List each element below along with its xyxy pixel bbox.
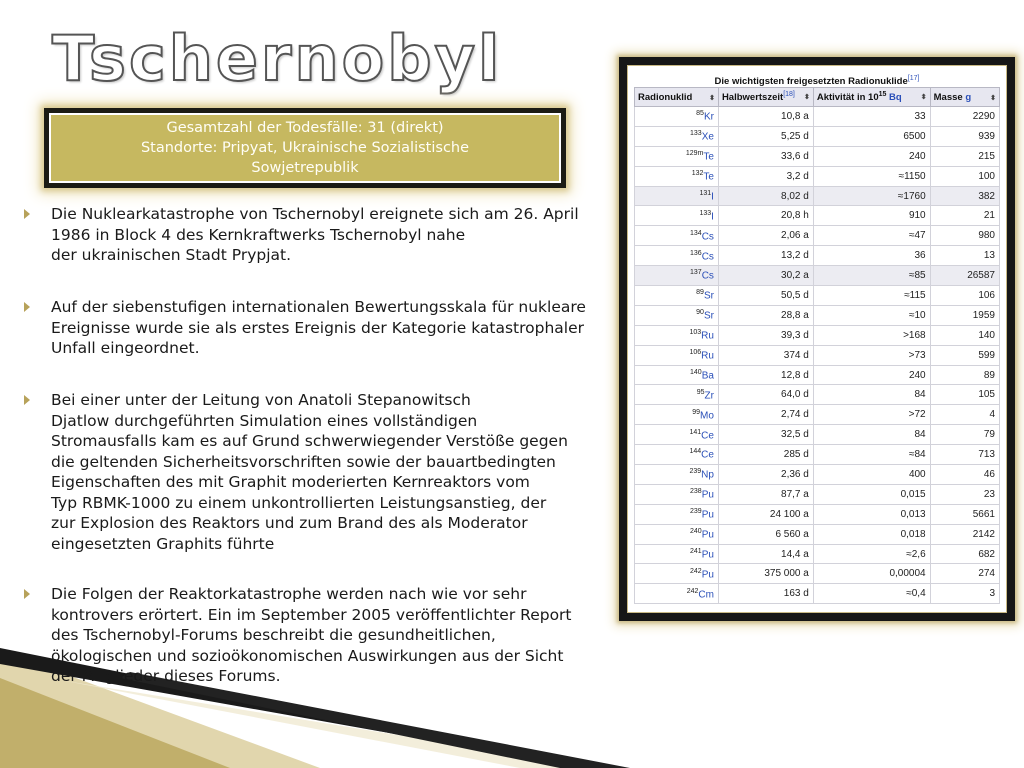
nuclide-cell[interactable]: $^{136}$Cs <box>635 246 719 266</box>
halflife-cell: 39,3 d <box>718 325 813 345</box>
nuclide-link[interactable]: Pu <box>701 529 714 541</box>
activity-cell: ≈2,6 <box>813 544 930 564</box>
nuclide-cell[interactable]: $^{240}$Pu <box>635 524 719 544</box>
nuclide-cell[interactable]: $^{239}$Np <box>635 465 719 485</box>
table-row <box>635 345 1000 365</box>
halflife-cell: 8,02 d <box>718 186 813 206</box>
mass-cell: 1959 <box>930 305 999 325</box>
table-row <box>635 166 1000 186</box>
bullet-item <box>24 390 624 554</box>
activity-cell: 0,018 <box>813 524 930 544</box>
halflife-cell: 3,2 d <box>718 166 813 186</box>
table-row <box>635 465 1000 485</box>
halflife-cell: 2,06 a <box>718 226 813 246</box>
mass-cell: 89 <box>930 365 999 385</box>
table-row <box>635 564 1000 584</box>
table-row <box>635 246 1000 266</box>
nuclide-cell[interactable]: $^{85}$Kr <box>635 107 719 127</box>
mass-cell: 939 <box>930 126 999 146</box>
slide-title: Tschernobyl <box>52 22 503 95</box>
nuclide-link[interactable]: Ba <box>701 370 714 382</box>
mass-cell: 2290 <box>930 107 999 127</box>
halflife-cell: 2,36 d <box>718 465 813 485</box>
bullet-text: Auf der siebenstufigen internationalen Bewertungsskala für nukleare Ereignisse wurde sie als erstes Ereignis der Kategorie katastrophaler Unfall eingeordnet. <box>51 298 586 357</box>
table-row <box>635 286 1000 306</box>
nuclide-link[interactable]: Sr <box>703 310 714 322</box>
halflife-cell: 5,25 d <box>718 126 813 146</box>
nuclide-link[interactable]: Cs <box>701 270 714 282</box>
mass-cell: 79 <box>930 425 999 445</box>
table-row <box>635 584 1000 604</box>
mass-cell: 21 <box>930 206 999 226</box>
nuclide-cell[interactable]: $^{133}$Xe <box>635 126 719 146</box>
bullet-text: Die Folgen der Reaktorkatastrophe werden nach wie vor sehr kontrovers erörtert. Ein im September 2005 veröffentlichter Report des Tschernobyl-Forums beschreibt die gesundheitlichen, ökologischen und sozioökonomischen Auswirkungen aus der Sicht der Mitglieder dieses Forums. <box>51 585 572 685</box>
mass-cell: 140 <box>930 325 999 345</box>
column-header-mass[interactable]: Masse g ⬍ <box>930 88 999 107</box>
table-row <box>635 226 1000 246</box>
bullet-arrow-icon <box>24 302 30 312</box>
activity-cell: ≈1150 <box>813 166 930 186</box>
nuclide-cell[interactable]: $^{137}$Cs <box>635 266 719 286</box>
infobox-locations: Standorte: Pripyat, Ukrainische Sozialistische <box>140 140 470 156</box>
nuclide-link[interactable]: Xe <box>701 131 714 143</box>
column-header-activity[interactable]: Aktivität in $10^{15}$ Bq ⬍ <box>813 88 930 107</box>
halflife-cell: 14,4 a <box>718 544 813 564</box>
nuclide-cell[interactable]: $^{89}$Sr <box>635 286 719 306</box>
table-row <box>635 365 1000 385</box>
table-row <box>635 126 1000 146</box>
bullet-text: Bei einer unter der Leitung von Anatoli Stepanowitsch Djatlow durchgeführten Simulation eines vollständigen Stromausfalls kam es auf Grund schwerwiegender Verstöße gegen die geltenden Sicherheitsvorschriften sowie der bauartbedingten Eigenschaften des mit Graphit moderierten Kernreaktors vom Typ RBMK-1000 zu einem unkontrollierten Leistungsanstieg, der zur Explosion des Reaktors und zum Brand des als Moderator eingesetzten Graphits führte <box>51 391 568 553</box>
activity-cell: ≈84 <box>813 445 930 465</box>
mass-cell: 106 <box>930 286 999 306</box>
halflife-cell: 12,8 d <box>718 365 813 385</box>
table-row <box>635 544 1000 564</box>
table-caption <box>634 70 1000 87</box>
nuclide-link[interactable]: I <box>711 191 714 203</box>
nuclide-cell[interactable]: $^{238}$Pu <box>635 484 719 504</box>
halflife-cell: 10,8 a <box>718 107 813 127</box>
mass-cell: 599 <box>930 345 999 365</box>
halflife-cell: 32,5 d <box>718 425 813 445</box>
activity-cell: 84 <box>813 385 930 405</box>
mass-cell: 4 <box>930 405 999 425</box>
mass-cell: 23 <box>930 484 999 504</box>
activity-cell: 0,015 <box>813 484 930 504</box>
nuclide-cell[interactable]: $^{239}$Pu <box>635 504 719 524</box>
radionuclide-table <box>634 87 1000 604</box>
nuclide-link[interactable]: Mo <box>700 409 714 421</box>
nuclide-cell[interactable]: $^{140}$Ba <box>635 365 719 385</box>
infobox-deaths: Gesamtzahl der Todesfälle: 31 (direkt) <box>166 120 444 136</box>
activity-cell: >72 <box>813 405 930 425</box>
activity-cell: >73 <box>813 345 930 365</box>
halflife-cell: 374 d <box>718 345 813 365</box>
nuclide-cell[interactable]: $^{242}$Pu <box>635 564 719 584</box>
nuclide-link[interactable]: Kr <box>703 111 714 123</box>
halflife-reference-link[interactable]: [18] <box>783 90 795 98</box>
nuclide-link[interactable]: Cs <box>701 250 714 262</box>
radionuclide-table-frame <box>619 57 1015 621</box>
activity-cell: 84 <box>813 425 930 445</box>
table-row <box>635 305 1000 325</box>
bullet-item <box>24 204 624 266</box>
infobox-content <box>49 113 561 183</box>
table-row <box>635 107 1000 127</box>
nuclide-cell[interactable]: $^{134}$Cs <box>635 226 719 246</box>
nuclide-link[interactable]: Pu <box>701 509 714 521</box>
halflife-cell: 24 100 a <box>718 504 813 524</box>
halflife-cell: 64,0 d <box>718 385 813 405</box>
infobox-locations-cont: Sowjetrepublik <box>251 160 359 176</box>
nuclide-cell[interactable]: $^{106}$Ru <box>635 345 719 365</box>
mass-cell: 26587 <box>930 266 999 286</box>
nuclide-link[interactable]: Cs <box>701 230 714 242</box>
activity-cell: 0,00004 <box>813 564 930 584</box>
mass-cell: 5661 <box>930 504 999 524</box>
activity-cell: 33 <box>813 107 930 127</box>
activity-cell: ≈47 <box>813 226 930 246</box>
bullet-item <box>24 584 624 687</box>
column-header-nuclide[interactable]: Radionuklid ⬍ <box>635 88 719 107</box>
nuclide-cell[interactable]: $^{90}$Sr <box>635 305 719 325</box>
nuclide-link[interactable]: Te <box>703 171 714 183</box>
bq-unit-link[interactable]: Bq <box>889 92 902 104</box>
halflife-cell: 285 d <box>718 445 813 465</box>
halflife-cell: 6 560 a <box>718 524 813 544</box>
nuclide-link[interactable]: Np <box>701 469 714 481</box>
mass-cell: 980 <box>930 226 999 246</box>
table-row <box>635 504 1000 524</box>
table-caption-text: Die wichtigsten freigesetzten Radionuklide <box>714 76 908 88</box>
table-row <box>635 524 1000 544</box>
nuclide-cell[interactable]: $^{99}$Mo <box>635 405 719 425</box>
table-row <box>635 146 1000 166</box>
mass-cell: 3 <box>930 584 999 604</box>
mass-cell: 215 <box>930 146 999 166</box>
bullet-arrow-icon <box>24 395 30 405</box>
halflife-cell: 13,2 d <box>718 246 813 266</box>
halflife-cell: 2,74 d <box>718 405 813 425</box>
gram-unit-link[interactable]: g <box>965 91 972 103</box>
halflife-cell: 30,2 a <box>718 266 813 286</box>
sort-icon[interactable]: ⬍ <box>709 94 715 102</box>
activity-cell: 910 <box>813 206 930 226</box>
sort-icon[interactable]: ⬍ <box>990 94 996 102</box>
activity-cell: 400 <box>813 465 930 485</box>
table-row <box>635 405 1000 425</box>
halflife-cell: 87,7 a <box>718 484 813 504</box>
nuclide-link[interactable]: I <box>711 211 714 223</box>
mass-cell: 382 <box>930 186 999 206</box>
activity-cell: ≈0,4 <box>813 584 930 604</box>
nuclide-link[interactable]: Pu <box>701 489 714 501</box>
radionuclide-table-container <box>627 65 1007 613</box>
table-row <box>635 266 1000 286</box>
bullet-arrow-icon <box>24 209 30 219</box>
nuclide-cell[interactable]: $^{144}$Ce <box>635 445 719 465</box>
table-row <box>635 385 1000 405</box>
nuclide-cell[interactable]: $^{103}$Ru <box>635 325 719 345</box>
table-row <box>635 484 1000 504</box>
halflife-cell: 163 d <box>718 584 813 604</box>
table-row <box>635 325 1000 345</box>
activity-cell: ≈115 <box>813 286 930 306</box>
mass-cell: 274 <box>930 564 999 584</box>
mass-cell: 682 <box>930 544 999 564</box>
nuclide-cell[interactable]: $^{133}$I <box>635 206 719 226</box>
activity-cell: 6500 <box>813 126 930 146</box>
halflife-cell: 50,5 d <box>718 286 813 306</box>
infobox <box>44 108 566 188</box>
activity-cell: 240 <box>813 365 930 385</box>
activity-cell: 240 <box>813 146 930 166</box>
table-header-row <box>635 88 1000 107</box>
mass-cell: 100 <box>930 166 999 186</box>
nuclide-link[interactable]: Ce <box>701 429 714 441</box>
table-body <box>635 107 1000 604</box>
halflife-cell: 28,8 a <box>718 305 813 325</box>
halflife-cell: 375 000 a <box>718 564 813 584</box>
nuclide-link[interactable]: Pu <box>701 569 714 581</box>
nuclide-link[interactable]: Pu <box>701 549 714 561</box>
halflife-cell: 20,8 h <box>718 206 813 226</box>
bullet-arrow-icon <box>24 589 30 599</box>
mass-cell: 2142 <box>930 524 999 544</box>
halflife-cell: 33,6 d <box>718 146 813 166</box>
activity-cell: 36 <box>813 246 930 266</box>
activity-cell: 0,013 <box>813 504 930 524</box>
activity-cell: >168 <box>813 325 930 345</box>
sort-icon[interactable]: ⬍ <box>920 93 927 101</box>
nuclide-cell[interactable]: $^{129m}$Te <box>635 146 719 166</box>
sort-icon[interactable]: ⬍ <box>803 93 810 101</box>
table-row <box>635 445 1000 465</box>
nuclide-cell[interactable]: $^{132}$Te <box>635 166 719 186</box>
table-row <box>635 425 1000 445</box>
mass-cell: 46 <box>930 465 999 485</box>
nuclide-cell[interactable]: $^{242}$Cm <box>635 584 719 604</box>
nuclide-cell[interactable]: $^{241}$Pu <box>635 544 719 564</box>
bullet-text: Die Nuklearkatastrophe von Tschernobyl ereignete sich am 26. April 1986 in Block 4 des Kernkraftwerks Tschernobyl nahe der ukrainischen Stadt Prypjat. <box>51 205 579 264</box>
nuclide-cell[interactable]: $^{141}$Ce <box>635 425 719 445</box>
nuclide-link[interactable]: Cm <box>698 588 714 600</box>
mass-cell: 713 <box>930 445 999 465</box>
activity-cell: ≈10 <box>813 305 930 325</box>
nuclide-cell[interactable]: $^{131}$I <box>635 186 719 206</box>
nuclide-cell[interactable]: $^{95}$Zr <box>635 385 719 405</box>
caption-reference-link[interactable]: [17] <box>907 75 920 82</box>
nuclide-link[interactable]: Zr <box>704 390 714 402</box>
nuclide-link[interactable]: Ru <box>701 350 714 362</box>
mass-cell: 105 <box>930 385 999 405</box>
mass-cell: 13 <box>930 246 999 266</box>
table-row <box>635 206 1000 226</box>
activity-cell: ≈85 <box>813 266 930 286</box>
activity-cell: ≈1760 <box>813 186 930 206</box>
nuclide-link[interactable]: Ce <box>701 449 714 461</box>
column-header-halflife[interactable]: Halbwertszeit[18] ⬍ <box>718 88 813 107</box>
bullet-item <box>24 297 624 359</box>
nuclide-link[interactable]: Ru <box>701 330 714 342</box>
nuclide-link[interactable]: Sr <box>703 290 714 302</box>
table-row <box>635 186 1000 206</box>
nuclide-link[interactable]: Te <box>703 151 714 163</box>
